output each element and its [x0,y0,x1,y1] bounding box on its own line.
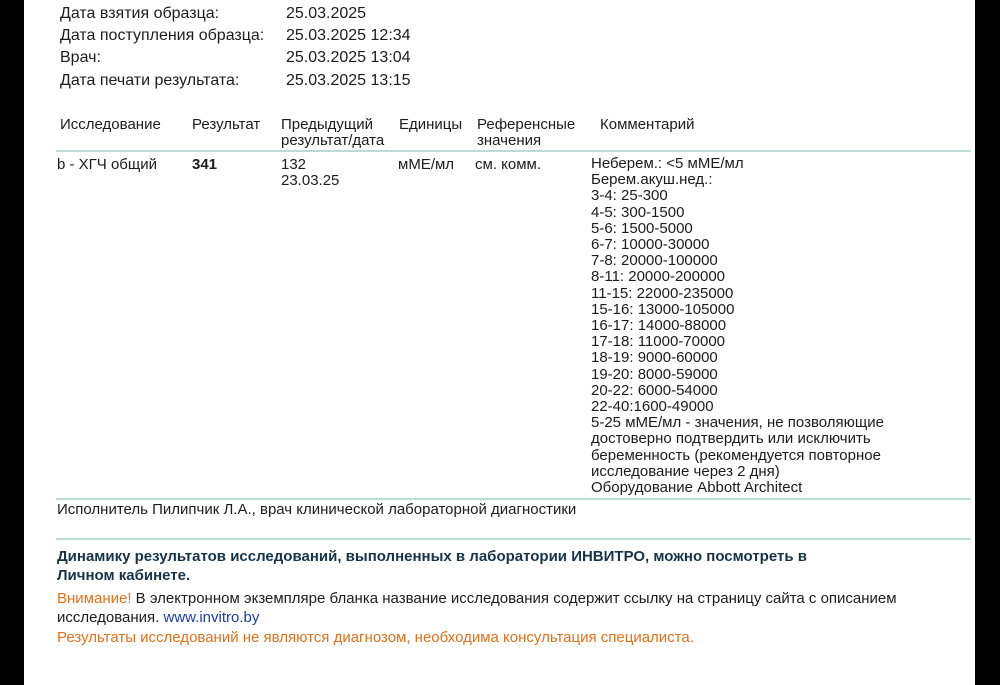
comment-line: беременность (рекомендуется повторное [591,446,881,464]
meta-label-print-date: Дата печати результата: [60,72,240,89]
comment-line: исследование через 2 дня) [591,462,780,480]
header-previous-line1: Предыдущий [281,116,374,133]
header-result: Результат [192,116,261,133]
comment-line: Неберем.: <5 мМЕ/мл [591,155,744,172]
meta-value-sample-date: 25.03.2025 [286,5,367,22]
comment-line: 7-8: 20000-100000 [591,252,718,270]
row-units: мМЕ/мл [398,156,455,173]
meta-label-received-date: Дата поступления образца: [60,27,265,44]
row-reference: см. комм. [475,156,542,173]
header-reference [477,117,575,149]
header-divider [56,150,971,152]
comment-line: 22-40:1600-49000 [591,398,714,416]
header-previous [281,117,384,149]
comment-line: 18-19: 9000-60000 [591,349,718,367]
row-comment [591,156,884,496]
performer: Исполнитель Пилипчик Л.А., врач клинической лабораторной диагностики [57,501,577,518]
comment-line: 15-16: 13000-105000 [591,300,735,318]
warning-label: Внимание! [57,590,132,607]
meta-value-received-date: 25.03.2025 12:34 [286,27,411,44]
results-dynamics-notice [57,547,807,585]
warning-block [57,589,897,627]
comment-line: 4-5: 300-1500 [591,203,685,221]
row-divider [56,498,971,500]
comment-line: достоверно подтвердить или исключить [591,430,871,448]
disclaimer: Результаты исследований не являются диагнозом, необходима консультация специалиста. [57,629,694,646]
meta-value-doctor: 25.03.2025 13:04 [286,49,411,66]
row-previous-value: 132 [281,156,307,173]
notice-line1: Динамику результатов исследований, выполненных в лаборатории ИНВИТРО, можно посмотреть в [57,548,807,565]
row-test-name[interactable]: b - ХГЧ общий [57,156,157,173]
comment-line: 16-17: 14000-88000 [591,317,727,335]
comment-line: 5-6: 1500-5000 [591,219,693,237]
header-comment: Комментарий [600,116,695,133]
row-previous-date: 23.03.25 [281,172,340,189]
header-reference-line2: значения [477,132,542,149]
row-previous [281,157,339,189]
meta-label-doctor: Врач: [60,49,101,66]
comment-line: 11-15: 22000-235000 [591,284,734,302]
header-test: Исследование [60,116,161,133]
notice-line2: Личном кабинете. [57,567,191,584]
footer-divider [56,538,971,540]
meta-label-sample-date: Дата взятия образца: [60,5,220,22]
header-previous-line2: результат/дата [281,132,385,149]
comment-line: 5-25 мМЕ/мл - значения, не позволяющие [591,414,884,432]
header-reference-line1: Референсные [477,116,576,133]
meta-value-print-date: 25.03.2025 13:15 [286,72,411,89]
comment-line: 3-4: 25-300 [591,187,668,205]
invitro-link[interactable]: www.invitro.by [163,609,260,626]
header-units: Единицы [399,116,463,133]
comment-line: 6-7: 10000-30000 [591,236,710,254]
warning-text-line1: В электронном экземпляре бланка название исследования содержит ссылку на страницу сайта с описанием [131,590,897,607]
comment-line: Берем.акуш.нед.: [591,171,713,189]
comment-line: 8-11: 20000-200000 [591,268,726,286]
warning-text-line2: исследования. [57,609,164,626]
comment-line: 17-18: 11000-70000 [591,333,726,351]
row-result: 341 [192,156,218,173]
comment-line: Оборудование Abbott Architect [591,479,803,497]
lab-result-page [24,0,975,685]
comment-line: 20-22: 6000-54000 [591,381,718,399]
comment-line: 19-20: 8000-59000 [591,365,718,383]
